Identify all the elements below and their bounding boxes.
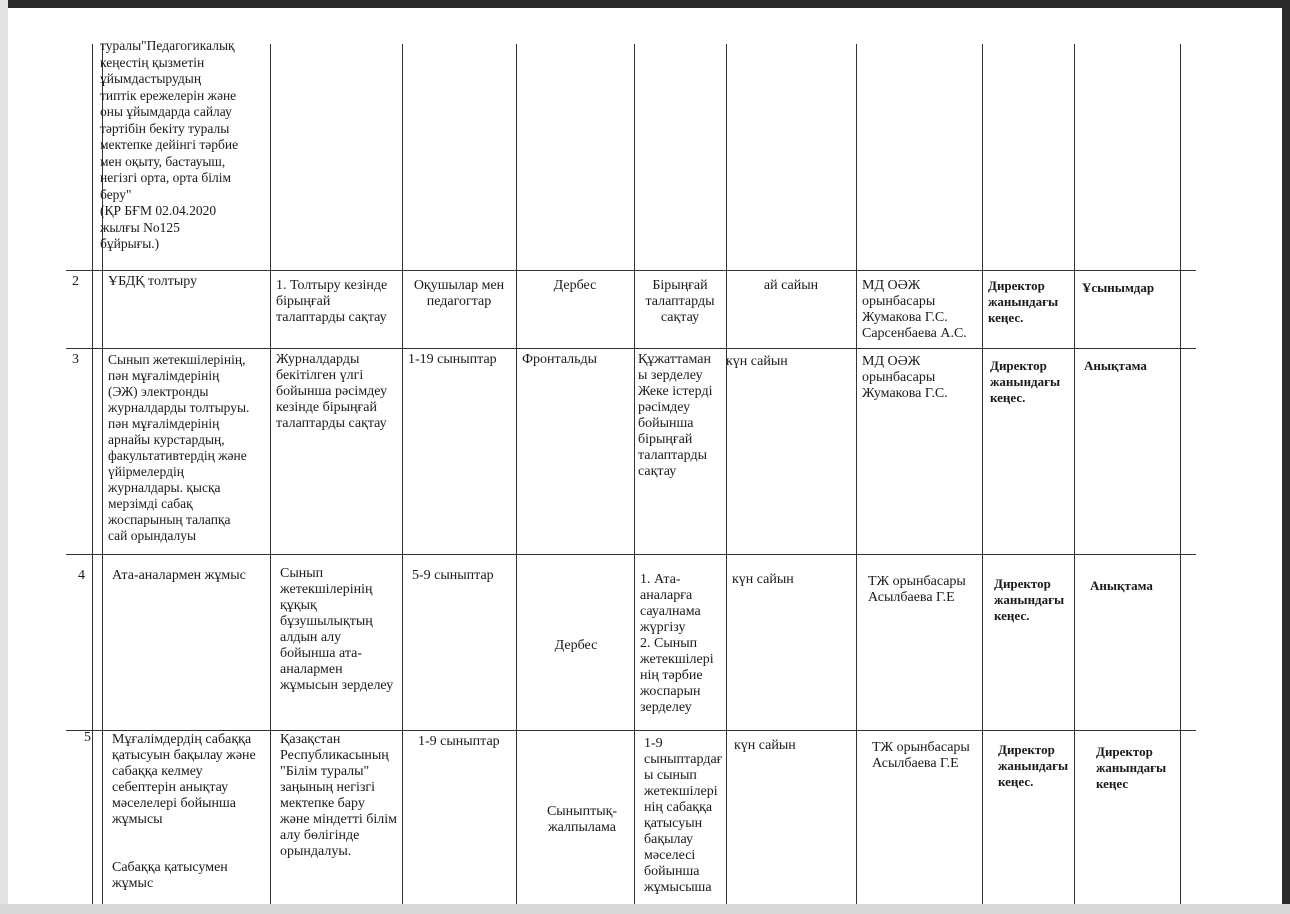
row-object: 1-19 сыныптар (408, 352, 497, 367)
row-result: Анықтама (1090, 578, 1153, 593)
row-topic: ҰБДҚ толтыру (108, 274, 198, 289)
row-where: Директор жанындағы кеңес. (988, 278, 1059, 325)
row-number: 2 (72, 274, 79, 289)
row-object: 1-9 сыныптар (418, 734, 500, 749)
row-topic: Сынып жетекшілерінің, пән мұғалімдерінің (ЭЖ) электронды журналдарды толтыруы. пән мұғалімдерінің арнайы курстардың, факультативтердің және үйірмелердің журналдары. қысқа мерзімді сабақ жоспарының талапқа сай орындалуы (108, 352, 250, 543)
row-number: 5 (84, 730, 91, 745)
row-method: 1-9 сыныптардағ ы сынып жетекшілері нің сабаққа қатысуын бақылау мәселесі бойынша жұмысыша (644, 736, 723, 895)
row-number: 3 (72, 352, 79, 367)
prev-row-topic: туралы"Педагогикалық кеңестің қызметін ұйымдастырудың типтік ережелерін және оны ұйымдарда сайлау тәртібін бекіту туралы мектепке дейінгі тәрбие мен оқыту, бастауыш, негізгі орта, орта білім беру" (ҚР БҒМ 02.04.2020 жылғы No125 бұйрығы.) (100, 38, 239, 251)
row-type: Дербес (554, 638, 598, 653)
row-method: Құжаттаман ы зерделеу Жеке істерді рәсімдеу бойынша бірыңғай талаптарды сақтау (638, 352, 713, 479)
row-where: Директор жанындағы кеңес. (990, 358, 1061, 405)
row-period: ай сайын (763, 278, 819, 293)
row-period: күн сайын (732, 572, 794, 587)
row-topic: Мұғалімдердің сабаққа қатысуын бақылау және сабаққа келмеу себептерін анықтау мәселелері бойынша жұмысы Сабаққа қатысумен жұмыс (112, 732, 256, 891)
row-type: Сыныптық- жалпылама (546, 804, 618, 835)
scan-edge-right (1282, 0, 1290, 914)
row-purpose: Сынып жетекшілерінің құқық бұзушылықтың алдын алу бойынша ата- аналармен жұмысын зерделеу (280, 566, 394, 693)
row-period: күн сайын (734, 738, 796, 753)
row-purpose: Журналдарды бекітілген үлгі бойынша рәсімдеу кезінде бірыңғай талаптарды сақтау (276, 352, 388, 431)
row-responsible: МД ОӘЖ орынбасары Жумакова Г.С. (862, 354, 948, 401)
row-number: 4 (78, 568, 85, 583)
scan-edge-bottom (0, 904, 1290, 914)
row-period: күн сайын (726, 354, 788, 369)
row-type: Фронтальды (522, 352, 598, 367)
row-responsible: ТЖ орынбасары Асылбаева Г.Е (872, 740, 970, 771)
row-topic: Ата-аналармен жұмыс (112, 568, 246, 583)
row-result: Директор жанындағы кеңес (1096, 744, 1167, 791)
row-responsible: МД ОӘЖ орынбасары Жумакова Г.С. Сарсенбаева А.С. (862, 278, 967, 341)
row-method: 1. Ата- аналарға сауалнама жүргізу 2. Сынып жетекшілері нің тәрбие жоспарын зерделеу (640, 572, 714, 715)
row-responsible: ТЖ орынбасары Асылбаева Г.Е (868, 574, 966, 605)
row-purpose: 1. Толтыру кезінде бірыңғай талаптарды сақтау (276, 278, 388, 325)
scan-edge-left (0, 0, 8, 914)
row-object: Оқушылар мен педагогтар (413, 278, 505, 309)
row-purpose: Қазақстан Республикасының "Білім туралы" заңының негізгі мектепке бару және міндетті білім алу бөлігінде орындалуы. (280, 732, 398, 859)
row-method: Бірыңғай талаптарды сақтау (645, 278, 715, 325)
row-result: Ұсынымдар (1082, 280, 1155, 295)
row-result: Анықтама (1084, 358, 1147, 373)
scan-edge-top (0, 0, 1290, 8)
row-type: Дербес (553, 278, 597, 293)
row-object: 5-9 сыныптар (412, 568, 494, 583)
row-where: Директор жанындағы кеңес. (994, 576, 1065, 623)
row-where: Директор жанындағы кеңес. (998, 742, 1069, 789)
document-page (8, 8, 1282, 904)
